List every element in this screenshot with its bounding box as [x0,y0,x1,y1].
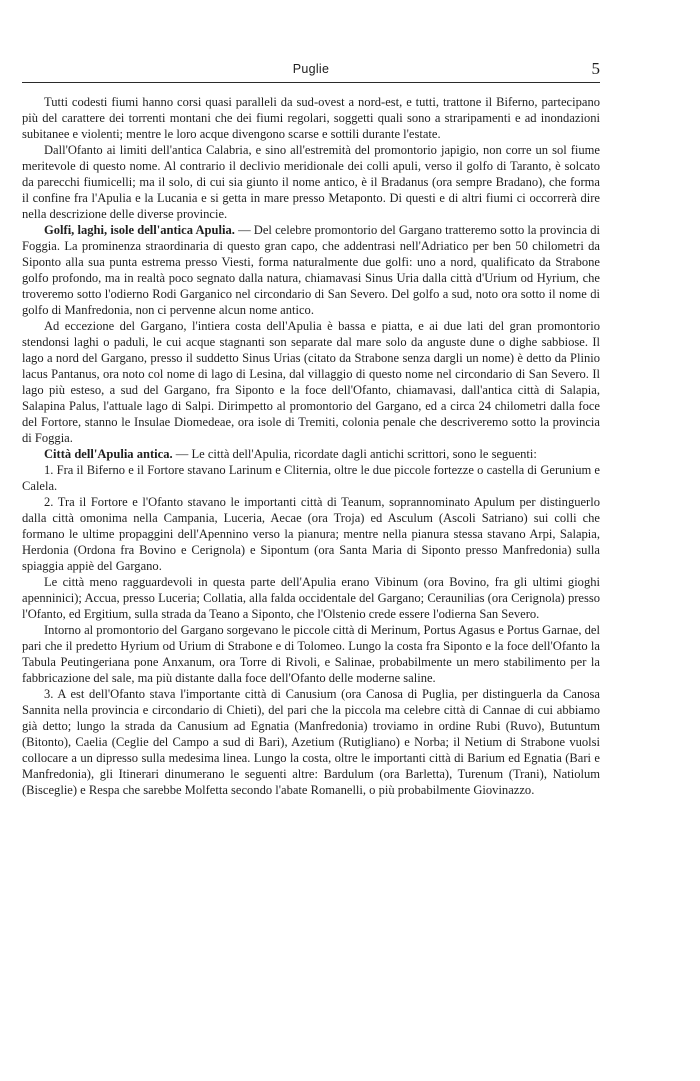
numbered-paragraph [22,462,600,494]
body-text [22,94,600,798]
paragraph-text: — Del celebre promontorio del Gargano tratteremo sotto la provincia di Foggia. La prominenza straordinaria di questo gran capo, che addentrasi nell'Adriatico per ben 50 chilometri da Siponto alla sua punta estrema presso Viesti, forma naturalmente due golfi: uno a nord, qualificato da Strabone golfo profondo, ma in realtà poco segnato dalla natura, chiamavasi Sinus Uria dalla città d'Urium od Hyrium, che troveremo sotto l'odierno Rodi Garganico nel circondario di San Severo. Del golfo a sud, noto ora sotto il nome di golfo di Manfredonia, non ci pervenne alcun nome antico. [22,223,600,317]
paragraph: Le città meno ragguardevoli in questa parte dell'Apulia erano Vibinum (ora Bovino, fra gli ultimi gioghi apenninici); Accua, presso Luceria; Collatia, alla falda occidentale del Gargano; Ceraunilias (ora Cerignola) presso l'Ofanto, ed Ergitium, sulla strada da Teano a Siponto, che l'Olstenio crede essere l'odierna San Severo. [22,575,600,621]
paragraph: Intorno al promontorio del Gargano sorgevano le piccole città di Merinum, Portus Agasus e Portus Garnae, del pari che il predetto Hyrium od Urium di Strabone e di Tolomeo. Lungo la costa fra Siponto e la foce dell'Ofanto la Tabula Peutingeriana pone Anxanum, ora Torre di Rivoli, e Salinae, probabilmente un mero stabilimento per la fabbricazione del sale, ma più distante dalla foce dell'Ofanto delle moderne saline. [22,623,600,685]
run-in-heading: Città dell'Apulia antica. [44,447,173,461]
numbered-paragraph [22,686,600,798]
paragraph-text: Tra il Fortore e l'Ofanto stavano le importanti città di Teanum, soprannominato Apulum per distinguerlo dalla città omonima nella Campania, Luceria, Aecae (ora Troja) ed Asculum (Ascoli Satriano) sui colli che formano le ultime propaggini dell'Apennino verso la pianura; mentre nella pianura stessa stavano Arpi, Salapia, Herdonia (Ordona fra Bovino e Cerignola) e Sipontum (ora Santa Maria di Siponto presso Manfredonia) sulla spiaggia appiè del Gargano. [22,495,600,573]
section-paragraph [22,446,600,462]
paragraph-text: — Le città dell'Apulia, ricordate dagli antichi scrittori, sono le seguenti: [172,447,537,461]
page-number: 5 [591,59,600,78]
run-in-heading: Golfi, laghi, isole dell'antica Apulia. [44,223,235,237]
section-paragraph [22,222,600,318]
item-number: 2. [44,495,54,509]
paragraph: Ad eccezione del Gargano, l'intiera costa dell'Apulia è bassa e piatta, e ai due lati del gran promontorio stendonsi laghi o paduli, le cui acque stagnanti son separate dal mare solo da anguste dune o dighe sabbiose. Il lago a nord del Gargano, presso il suddetto Sinus Urias (citato da Strabone senza dargli un nome) è detto da Plinio lacus Pantanus, ora noto col nome di lago di Lesina, dal villaggio di questo nome nel circondario di San Severo. Il lago più esteso, a sud del Gargano, fra Siponto e la foce dell'Ofanto, chiamavasi, dall'antica città di Salapia, Salapina Palus, l'attuale lago di Salpi. Dirimpetto al promontorio del Gargano, ed a circa 24 chilometri dalla foce del Fortore, stanno le Insulae Diomedeae, ora isole di Tremiti, colonia penale che descriveremo sotto la provincia di Foggia. [22,319,600,445]
paragraph: Tutti codesti fiumi hanno corsi quasi paralleli da sud-ovest a nord-est, e tutti, trattone il Biferno, partecipano più del carattere dei torrenti montani che dei fiumi regolari, soggetti quali sono a straripamenti e ad inondazioni subitanee e violenti; mentre le loro acque divengono scarse e sottili durante l'estate. [22,95,600,141]
item-number: 1. [44,463,54,477]
running-header [22,58,600,83]
running-title: Puglie [292,62,330,76]
item-number: 3. [44,687,54,701]
numbered-paragraph [22,494,600,574]
paragraph-text: Fra il Biferno e il Fortore stavano Larinum e Cliternia, oltre le due piccole fortezze o castella di Gerunium e Calela. [22,463,600,493]
paragraph-text: A est dell'Ofanto stava l'importante città di Canusium (ora Canosa di Puglia, per distinguerla da Canosa Sannita nella provincia e circondario di Chieti), del pari che la piccola ma celebre città di Cannae di cui abbiamo già detto; lungo la strada da Canusium ad Egnatia (Manfredonia) troviamo in ordine Rubi (Ruvo), Butuntum (Bitonto), Caelia (Ceglie del Campo a sud di Bari), Azetium (Rutigliano) e Norba; il Netium di Strabone vuolsi collocare a un dipresso sulla medesima linea. Lungo la costa, oltre le importanti città di Barium ed Egnatia (Bari e Manfredonia), gli Itinerari dinumerano le seguenti altre: Bardulum (ora Barletta), Turenum (Trani), Natiolum (Bisceglie) e Respa che sarebbe Molfetta secondo l'abate Romanelli, o più probabilmente Giovinazzo. [22,687,600,797]
paragraph: Dall'Ofanto ai limiti dell'antica Calabria, e sino all'estremità del promontorio japigio, non corre un sol fiume meritevole di questo nome. Al contrario il declivio meridionale dei colli apuli, verso il golfo di Taranto, è solcato da parecchi fiumicelli; ma il solo, di cui sia giunto il nome antico, è il Bradanus (ora sempre Bradano), che forma il confine fra l'Apulia e la Lucania e si getta in mare presso Metaponto. Di questi e di altri fiumi ci occorrerà dire nella descrizione delle diverse provincie. [22,143,600,221]
